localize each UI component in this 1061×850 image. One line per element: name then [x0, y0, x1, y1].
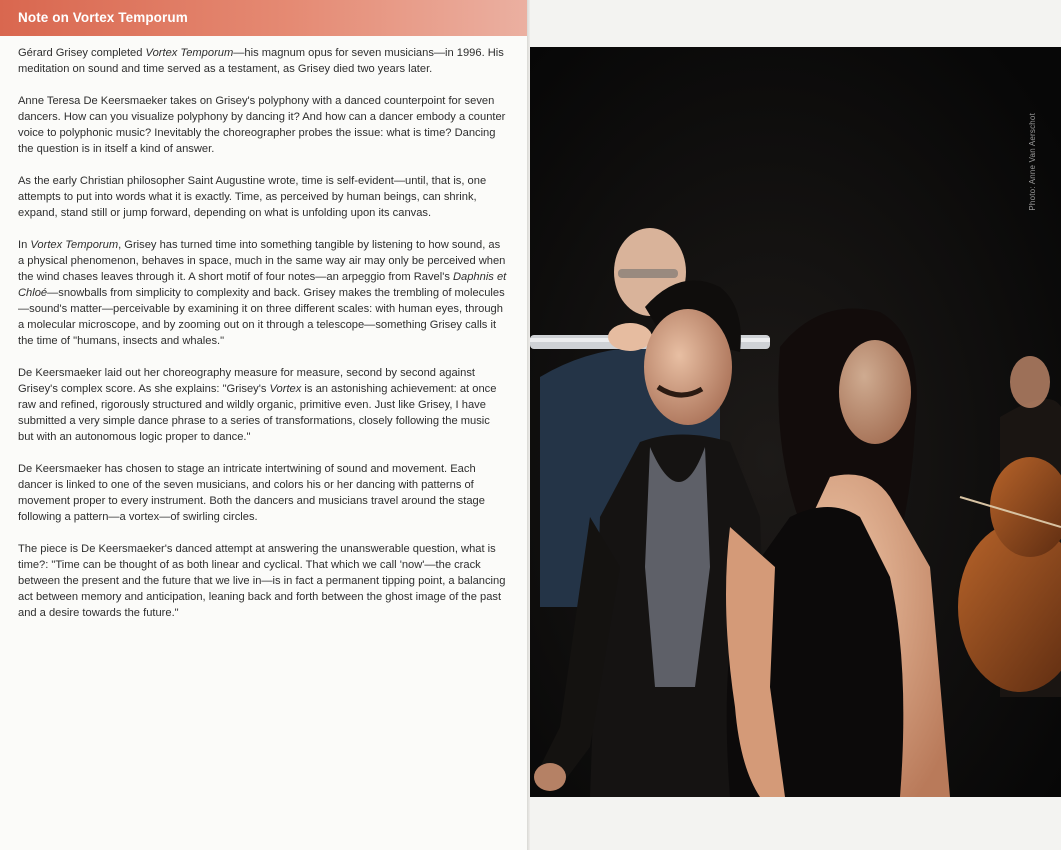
paragraph-3: As the early Christian philosopher Saint Augustine wrote, time is self-evident—until, that is, one attempts to put into words what it is exactly. Time, as perceived by human beings, can shrink, expand, stand still or jump forward, depending on what is unfolding upon its canvas.: [18, 174, 487, 219]
section-title: Note on Vortex Temporum: [18, 10, 188, 25]
work-title: Vortex Temporum: [145, 47, 234, 59]
section-header-bar: [0, 0, 528, 36]
paragraph-6: De Keersmaeker has chosen to stage an intricate intertwining of sound and movement. Each dancer is linked to one of the seven musicians, and colors his or her dancing with patterns of movement proper to every instrument. Both the dancers and musicians travel around the stage following a pattern—a vortex—of swirling circles.: [18, 462, 485, 524]
right-page: [530, 0, 1061, 850]
paragraph-5: De Keersmaeker laid out her choreography measure for measure, second by second against Grisey's complex score. As she explains: "Grisey's Vortex is an astonishing achievement: at once raw and refined, rigorously structured and wildly organic, primitive even. Just like Grisey, I have submitted a very simple dance phrase to a series of transformations, closely following the music but with an autonomous logic proper to dance.": [18, 366, 497, 444]
left-page: [0, 0, 528, 850]
work-title: Vortex: [269, 382, 302, 395]
article-body: [18, 45, 508, 637]
performance-photo: [530, 47, 1061, 797]
paragraph-2: Anne Teresa De Keersmaeker takes on Grisey's polyphony with a danced counterpoint for seven dancers. How can you visualize polyphony by dancing it? And how can a dancer embody a counter voice to polyphonic music? Inevitably the choreographer probes the issue: what is time? Dancing the question is in itself a kind of answer.: [18, 94, 506, 156]
paragraph-7: The piece is De Keersmaeker's danced attempt at answering the unanswerable question, what is time?: "Time can be thought of as both linear and cyclical. That which we call 'now'—the crack between the present and the future that we live in—is in fact a permanent tipping point, a balancing act between memory and anticipation, leaning back and forth between the ghost image of the past and a desire towards the future.": [18, 542, 506, 620]
paragraph-1: Gérard Grisey completed Vortex Temporum—his magnum opus for seven musicians—in 1996. His meditation on sound and time served as a testament, as Grisey died two years later.: [18, 47, 504, 76]
work-title: Daphnis et Chloé: [18, 270, 507, 299]
paragraph-4: In Vortex Temporum, Grisey has turned time into something tangible by listening to how sound, as a physical phenomenon, behaves in space, much in the same way air may only be perceived when the wind chases leaves through it. A short motif of four notes—an arpeggio from Ravel's Daphnis et Chloé—snowballs from simplicity to complexity and back. Grisey makes the trembling of molecules —sound's matter—perceivable by examining it on three different scales: with human eyes, through a molecular microscope, and by zooming out on it through a telescope—something Grisey calls it the time of "humans, insects and whales.": [18, 238, 507, 348]
photo-credit: Photo: Anne Van Aerschot: [1028, 113, 1037, 211]
work-title: Vortex Temporum: [30, 238, 119, 251]
